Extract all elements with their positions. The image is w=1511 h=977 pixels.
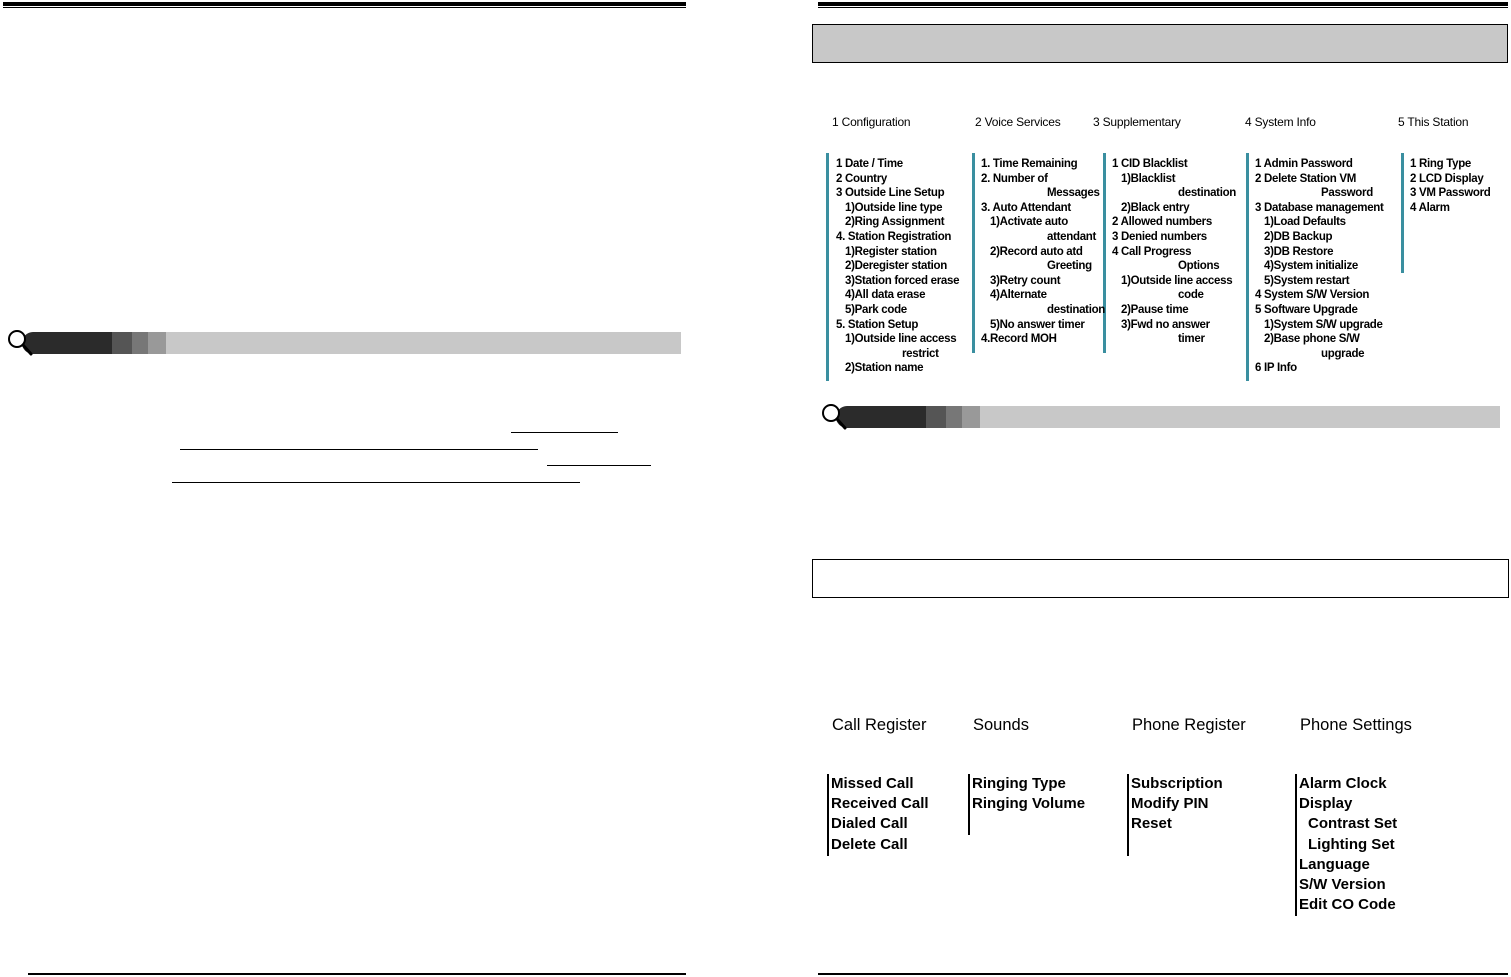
menu-item: 1 CID Blacklist <box>1112 158 1188 170</box>
menu-item: 2)DB Backup <box>1264 230 1333 243</box>
menu-item: 1)Outside line type <box>845 201 943 214</box>
fill-blank-line <box>511 432 618 433</box>
fill-blank-line <box>172 482 580 483</box>
left-page-top-rule <box>3 2 686 6</box>
fill-blank-line <box>547 465 651 466</box>
menu-item: 3)Fwd no answer <box>1121 318 1210 331</box>
menu-item: 1)Outside line access <box>1121 274 1233 287</box>
menu-bracket <box>826 153 829 381</box>
magnifier-icon <box>820 402 848 432</box>
system-menu-list <box>836 157 959 376</box>
phone-menu-list <box>972 774 1085 814</box>
fill-blank-line <box>180 449 538 450</box>
menu-item: Contrast Set <box>1308 815 1398 833</box>
menu-item: 2)Ring Assignment <box>845 216 945 229</box>
menu-item: Options <box>1178 260 1220 273</box>
menu-item: 5)No answer timer <box>990 318 1085 331</box>
menu-item: 2 Allowed numbers <box>1112 216 1212 229</box>
menu-item: 4)System initialize <box>1264 260 1359 273</box>
menu-item: 1. Time Remaining <box>981 158 1078 170</box>
menu-item: 3 VM Password <box>1410 187 1491 200</box>
menu-item: Ringing Volume <box>972 795 1086 813</box>
menu-bracket <box>1246 153 1249 381</box>
menu-item: 3)Station forced erase <box>845 274 960 287</box>
phone-menu-heading: Call Register <box>832 716 927 734</box>
menu-item: Reset <box>1131 815 1172 833</box>
phone-menu-heading: Phone Register <box>1132 716 1246 734</box>
system-menu-list <box>1410 157 1490 215</box>
menu-item: 3 Database management <box>1255 201 1384 214</box>
menu-item: 1)Register station <box>845 245 937 258</box>
system-menu-heading: 2 Voice Services <box>975 115 1061 129</box>
menu-item: 4 Call Progress <box>1112 245 1192 258</box>
menu-item: 2)Record auto atd <box>990 245 1083 258</box>
phone-menu-list <box>1299 774 1397 915</box>
menu-bracket <box>972 153 975 353</box>
menu-bracket <box>827 774 829 856</box>
menu-item: Language <box>1299 855 1370 873</box>
menu-item: 4)All data erase <box>845 289 926 302</box>
menu-item: Modify PIN <box>1131 795 1209 813</box>
menu-item: Missed Call <box>831 775 914 792</box>
menu-item: 5)System restart <box>1264 274 1350 287</box>
menu-item: 2 Country <box>836 172 887 185</box>
system-menu-list <box>981 157 1105 347</box>
menu-item: 3. Auto Attendant <box>981 201 1071 214</box>
menu-item: code <box>1178 289 1204 302</box>
menu-item: destination <box>1047 303 1106 316</box>
menu-item: 2 LCD Display <box>1410 172 1484 185</box>
menu-item: 3 Denied numbers <box>1112 230 1207 243</box>
menu-item: Lighting Set <box>1308 835 1395 853</box>
menu-item: 3 Outside Line Setup <box>836 187 945 200</box>
phone-menu-heading: Sounds <box>973 716 1029 734</box>
right-page-top-rule <box>818 2 1508 6</box>
menu-item: Subscription <box>1131 775 1223 792</box>
phone-menu-heading: Phone Settings <box>1300 716 1412 734</box>
menu-item: Edit CO Code <box>1299 896 1396 914</box>
menu-bracket <box>1127 774 1129 856</box>
menu-item: 2)Deregister station <box>845 260 948 273</box>
system-menu-heading: 5 This Station <box>1398 115 1469 129</box>
menu-item: Ringing Type <box>972 775 1066 792</box>
menu-item: 1 Date / Time <box>836 158 903 170</box>
menu-item: Dialed Call <box>831 815 908 833</box>
menu-item: 2 Delete Station VM <box>1255 172 1357 185</box>
menu-item: Received Call <box>831 795 929 813</box>
menu-item: 4 Alarm <box>1410 201 1450 214</box>
menu-item: 2)Black entry <box>1121 201 1190 214</box>
menu-item: 5. Station Setup <box>836 318 919 331</box>
menu-item: Delete Call <box>831 835 908 853</box>
menu-item: Password <box>1321 187 1373 200</box>
menu-item: 5)Park code <box>845 303 907 316</box>
menu-item: 4 System S/W Version <box>1255 289 1370 302</box>
right-section-banner <box>826 406 1500 428</box>
menu-item: 3)DB Restore <box>1264 245 1334 258</box>
menu-item: attendant <box>1047 230 1097 243</box>
menu-item: S/W Version <box>1299 876 1386 894</box>
menu-item: 1)System S/W upgrade <box>1264 318 1383 331</box>
menu-item: Greeting <box>1047 260 1092 273</box>
menu-item: 1)Outside line access <box>845 333 957 346</box>
menu-item: restrict <box>902 347 939 360</box>
section-title-box <box>812 24 1508 63</box>
menu-item: 1 Ring Type <box>1410 158 1472 170</box>
system-menu-heading: 4 System Info <box>1245 115 1316 129</box>
menu-bracket <box>1401 153 1404 273</box>
phone-menu-list <box>831 774 929 855</box>
magnifier-icon <box>6 328 34 358</box>
menu-item: 5 Software Upgrade <box>1255 303 1358 316</box>
section-note-box <box>812 559 1509 598</box>
menu-item: 2)Base phone S/W <box>1264 333 1360 346</box>
menu-item: destination <box>1178 187 1237 200</box>
system-menu-heading: 1 Configuration <box>832 115 911 129</box>
right-page-bottom-rule <box>818 973 1508 975</box>
menu-item: Alarm Clock <box>1299 775 1387 792</box>
menu-item: 4. Station Registration <box>836 230 952 243</box>
left-page-bottom-rule <box>28 973 686 975</box>
menu-bracket <box>1295 774 1297 916</box>
menu-item: 6 IP Info <box>1255 362 1297 375</box>
menu-bracket <box>968 774 970 835</box>
menu-item: 4)Alternate <box>990 289 1047 302</box>
phone-menu-list <box>1131 774 1223 835</box>
left-section-banner <box>12 332 681 354</box>
menu-item: timer <box>1178 333 1205 346</box>
system-menu-list <box>1255 157 1384 376</box>
menu-item: Display <box>1299 795 1353 813</box>
menu-item: 2. Number of <box>981 172 1048 185</box>
menu-item: 1)Blacklist <box>1121 172 1176 185</box>
menu-item: 1 Admin Password <box>1255 158 1353 170</box>
menu-item: 3)Retry count <box>990 274 1061 287</box>
menu-item: 2)Station name <box>845 362 924 375</box>
menu-item: upgrade <box>1321 347 1365 360</box>
menu-item: 4.Record MOH <box>981 333 1057 346</box>
menu-item: Messages <box>1047 187 1100 200</box>
menu-item: 1)Load Defaults <box>1264 216 1346 229</box>
system-menu-list <box>1112 157 1236 347</box>
menu-item: 1)Activate auto <box>990 216 1068 229</box>
system-menu-heading: 3 Supplementary <box>1093 115 1181 129</box>
menu-item: 2)Pause time <box>1121 303 1189 316</box>
